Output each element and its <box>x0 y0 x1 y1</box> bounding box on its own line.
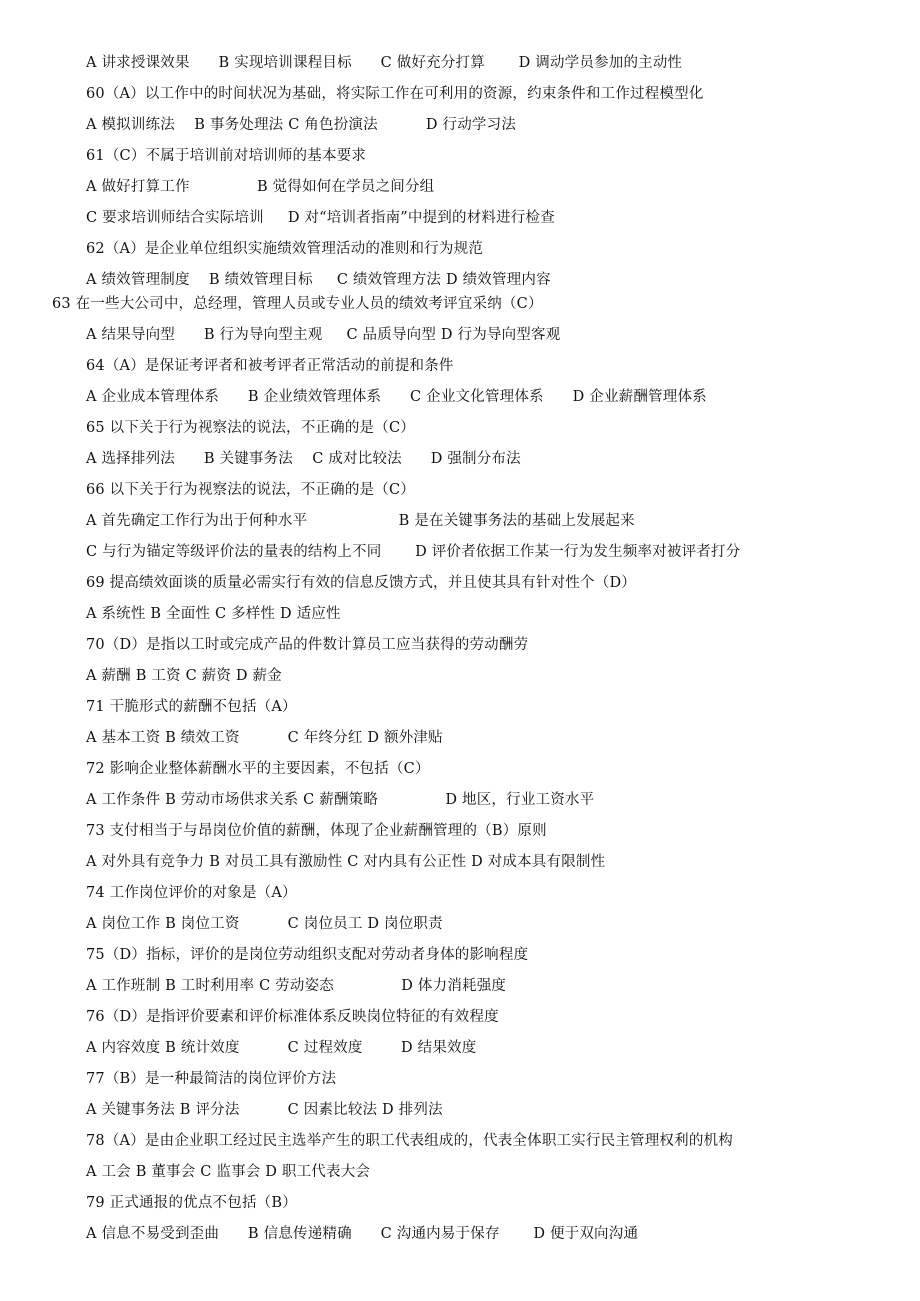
options-line: A 工会 B 董事会 C 监事会 D 职工代表大会 <box>86 1164 371 1180</box>
text-line: A 讲求授课效果 B 实现培训课程目标 C 做好充分打算 D 调动学员参加的主动性 <box>86 55 683 71</box>
options-line: A 企业成本管理体系 B 企业绩效管理体系 C 企业文化管理体系 D 企业薪酬管理体系 <box>86 389 707 405</box>
options-line: C 要求培训师结合实际培训 D 对“培训者指南”中提到的材料进行检查 <box>86 210 555 226</box>
question-line: 76（D）是指评价要素和评价标准体系反映岗位特征的有效程度 <box>86 1009 499 1025</box>
question-line: 60（A）以工作中的时间状况为基础，将实际工作在可利用的资源，约束条件和工作过程模型化 <box>86 86 704 102</box>
options-line: A 关键事务法 B 评分法 C 因素比较法 D 排列法 <box>86 1102 443 1118</box>
options-line: A 基本工资 B 绩效工资 C 年终分红 D 额外津贴 <box>86 730 443 746</box>
question-line: 75（D）指标，评价的是岗位劳动组织支配对劳动者身体的影响程度 <box>86 947 529 963</box>
question-line: 78（A）是由企业职工经过民主选举产生的职工代表组成的，代表全体职工实行民主管理权利的机构 <box>86 1133 733 1149</box>
options-line: C 与行为锚定等级评价法的量表的结构上不同 D 评价者依据工作某一行为发生频率对被评者打分 <box>86 544 741 560</box>
options-line: A 信息不易受到歪曲 B 信息传递精确 C 沟通内易于保存 D 便于双向沟通 <box>86 1226 639 1242</box>
question-line: 72 影响企业整体薪酬水平的主要因素，不包括（C） <box>86 761 430 777</box>
question-line: 66 以下关于行为视察法的说法，不正确的是（C） <box>86 482 415 498</box>
options-line: A 做好打算工作 B 觉得如何在学员之间分组 <box>86 179 435 195</box>
options-line: A 工作班制 B 工时利用率 C 劳动姿态 D 体力消耗强度 <box>86 978 507 994</box>
question-line: 73 支付相当于与昂岗位价值的薪酬，体现了企业薪酬管理的（B）原则 <box>86 823 547 839</box>
question-line: 64（A）是保证考评者和被考评者正常活动的前提和条件 <box>86 358 454 374</box>
question-line: 77（B）是一种最简洁的岗位评价方法 <box>86 1071 337 1087</box>
options-line: A 系统性 B 全面性 C 多样性 D 适应性 <box>86 606 341 622</box>
question-line: 61（C）不属于培训前对培训师的基本要求 <box>86 148 367 164</box>
question-line: 74 工作岗位评价的对象是（A） <box>86 885 297 901</box>
options-line: A 首先确定工作行为出于何种水平 B 是在关键事务法的基础上发展起来 <box>86 513 635 529</box>
options-line: A 模拟训练法 B 事务处理法 C 角色扮演法 D 行动学习法 <box>86 117 517 133</box>
question-line: 79 正式通报的优点不包括（B） <box>86 1195 297 1211</box>
options-line: A 对外具有竞争力 B 对员工具有激励性 C 对内具有公正性 D 对成本具有限制性 <box>86 854 606 870</box>
options-line: A 薪酬 B 工资 C 薪资 D 薪金 <box>86 668 282 684</box>
options-line: A 绩效管理制度 B 绩效管理目标 C 绩效管理方法 D 绩效管理内容 <box>86 272 551 288</box>
options-line: A 岗位工作 B 岗位工资 C 岗位员工 D 岗位职责 <box>86 916 443 932</box>
question-line: 69 提高绩效面谈的质量必需实行有效的信息反馈方式，并且使其具有针对性个（D） <box>86 575 636 591</box>
options-line: A 结果导向型 B 行为导向型主观 C 品质导向型 D 行为导向型客观 <box>86 327 561 343</box>
options-line: A 工作条件 B 劳动市场供求关系 C 薪酬策略 D 地区，行业工资水平 <box>86 792 595 808</box>
options-line: A 内容效度 B 统计效度 C 过程效度 D 结果效度 <box>86 1040 477 1056</box>
options-line: A 选择排列法 B 关键事务法 C 成对比较法 D 强制分布法 <box>86 451 521 467</box>
question-line: 65 以下关于行为视察法的说法，不正确的是（C） <box>86 420 415 436</box>
question-line: 70（D）是指以工时或完成产品的件数计算员工应当获得的劳动酬劳 <box>86 637 529 653</box>
question-line: 71 干脆形式的薪酬不包括（A） <box>86 699 297 715</box>
question-line: 63 在一些大公司中，总经理，管理人员或专业人员的绩效考评宜采纳（C） <box>52 296 543 312</box>
question-line: 62（A）是企业单位组织实施绩效管理活动的准则和行为规范 <box>86 241 484 257</box>
